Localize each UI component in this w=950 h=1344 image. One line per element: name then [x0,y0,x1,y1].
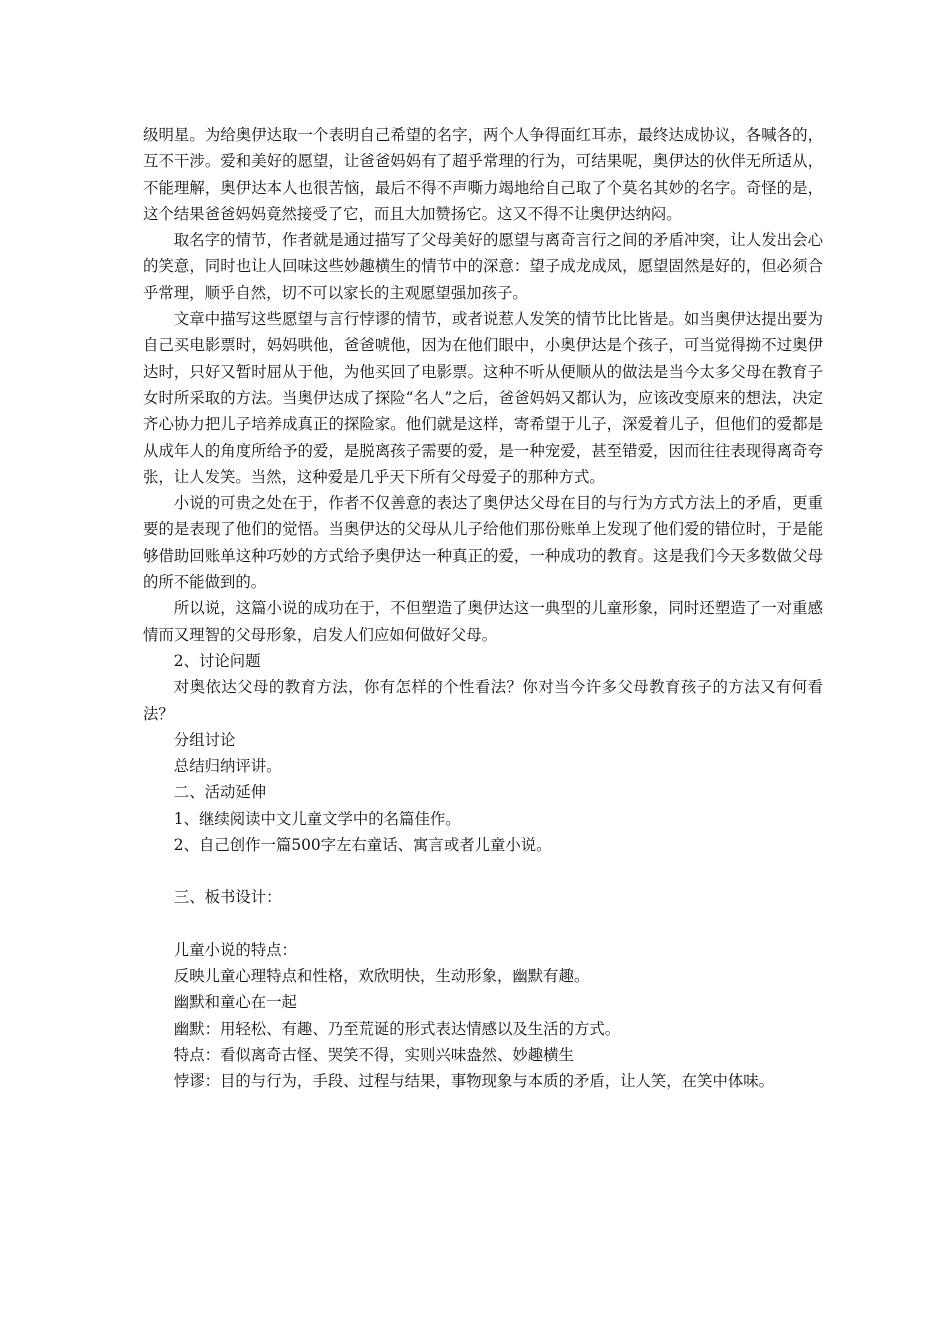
board-line-characteristics: 特点：看似离奇古怪、哭笑不得，实则兴味盎然、妙趣横生 [173,1045,574,1064]
spacer [143,911,823,937]
paragraph-name-conflict: 级明星。为给奥伊达取一个表明自己希望的名字，两个人争得面红耳赤，最终达成协议，各喊各的，互不干涉。爱和美好的愿望，让爸爸妈妈有了超乎常理的行为，可结果呢，奥伊达的伙伴无所适从，不能理解，奥伊达本人也很苦恼，最后不得不声嘶力竭地给自己取了个莫名其妙的名字。奇怪的是，这个结果爸爸妈妈竟然接受了它，而且大加赞扬它。这又不得不让奥伊达纳闷。 [143,126,823,223]
board-line-humor-childlike: 幽默和童心在一起 [173,993,297,1012]
section-heading-extension: 二、活动延伸 [173,783,267,802]
paragraph-conclusion: 所以说，这篇小说的成功在于，不但塑造了奥伊达这一典型的儿童形象，同时还塑造了一对重感情而又理智的父母形象，启发人们应如何做好父母。 [143,599,823,644]
paragraph-group-discussion: 分组讨论 [173,730,236,749]
board-title: 儿童小说的特点： [173,940,297,959]
paragraph-valuable-point: 小说的可贵之处在于，作者不仅善意的表达了奥伊达父母在目的与行为方式方法上的矛盾，更重要的是表现了他们的觉悟。当奥伊达的父母从儿子给他们那份账单上发现了他们爱的错位时，于是能够借助回账单这种巧妙的方式给予奥伊达一种真正的爱，一种成功的教育。这是我们今天多数做父母的所不能做到的。 [143,494,823,592]
section-heading-board-design: 三、板书设计： [173,888,282,907]
list-item-writing: 2、自己创作一篇500字左右童话、寓言或者儿童小说。 [173,836,552,855]
list-item-reading: 1、继续阅读中文儿童文学中的名篇佳作。 [173,809,461,828]
paragraph-naming-plot: 取名字的情节，作者就是通过描写了父母美好的愿望与离奇言行之间的矛盾冲突，让人发出会心的笑意，同时也让人回味这些妙趣横生的情节中的深意：望子成龙成凤，愿望固然是好的，但必须合乎常理，顺乎自然，切不可以家长的主观愿望强加孩子。 [143,231,823,302]
section-heading-discussion: 2、讨论问题 [173,651,261,670]
board-line-humor-definition: 幽默：用轻松、有趣、乃至荒诞的形式表达情感以及生活的方式。 [173,1019,621,1038]
board-line-features: 反映儿童心理特点和性格，欢欣明快，生动形象，幽默有趣。 [173,966,590,985]
board-line-paradox: 悖谬：目的与行为，手段、过程与结果，事物现象与本质的矛盾，让人笑，在笑中体味。 [173,1072,775,1091]
paragraph-absurd-plots: 文章中描写这些愿望与言行悖谬的情节，或者说惹人发笑的情节比比皆是。如当奥伊达提出要为自己买电影票时，妈妈哄他，爸爸唬他，因为在他们眼中，小奥伊达是个孩子，可当觉得拗不过奥伊达时，只好又暂时屈从于他，为他买回了电影票。这种不听从便顺从的做法是当今太多父母在教育子女时所采取的方法。当奥伊达成了探险“名人”之后，爸爸妈妈又都认为，应该改变原来的想法，决定齐心协力把儿子培养成真正的探险家。他们就是这样，寄希望于儿子，深爱着儿子，但他们的爱都是从成年人的角度所给予的爱，是脱离孩子需要的爱，是一种宠爱，甚至错爱，因而往往表现得离奇夸张，让人发笑。当然，这种爱是几乎天下所有父母爱子的那种方式。 [143,310,823,486]
spacer [143,858,823,884]
document-body [143,122,823,1094]
paragraph-summary: 总结归纳评讲。 [173,757,282,776]
paragraph-discussion-question: 对奥依达父母的教育方法，你有怎样的个性看法？你对当今许多父母教育孩子的方法又有何看法？ [143,678,823,723]
